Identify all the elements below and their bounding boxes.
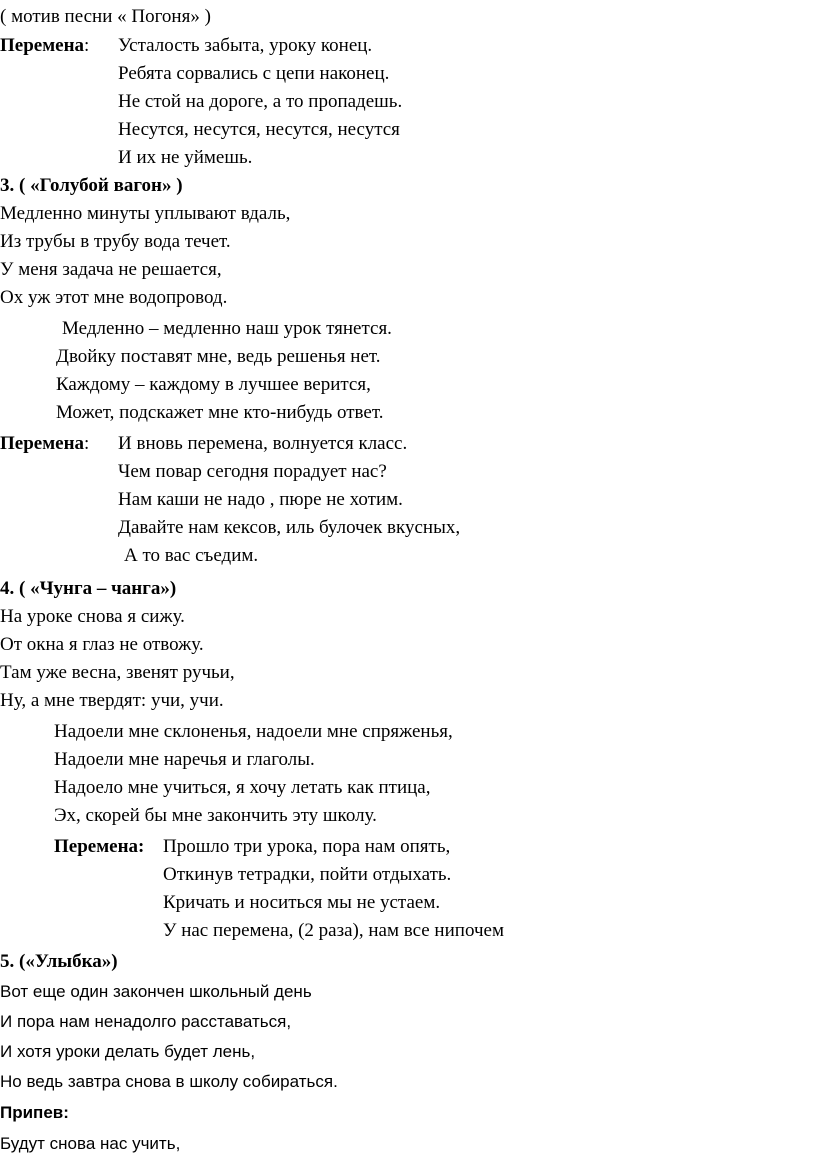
lyric-line: Ох уж этот мне водопровод. (0, 287, 228, 308)
lyric-line: У меня задача не решается, (0, 259, 222, 280)
lyric-line: Не стой на дороге, а то пропадешь. (118, 91, 403, 112)
lyric-line: Откинув тетрадки, пойти отдыхать. (163, 864, 452, 885)
lyric-line: Вот еще один закончен школьный день (0, 982, 312, 1001)
break-line (0, 35, 89, 57)
lyric-line: На уроке снова я сижу. (0, 606, 185, 627)
lyric-line: Нам каши не надо , пюре не хотим. (118, 489, 403, 510)
break-colon: : (84, 35, 90, 56)
lyric-line: От окна я глаз не отвожу. (0, 634, 204, 655)
break-label: Перемена: (54, 836, 145, 857)
lyric-line: Медленно минуты уплывают вдаль, (0, 203, 291, 224)
lyric-line: Давайте нам кексов, иль булочек вкусных, (118, 517, 461, 538)
lyric-line: У нас перемена, (2 раза), нам все нипочем (163, 920, 504, 941)
lyric-line: Несутся, несутся, несутся, несутся (118, 119, 400, 140)
lyric-line: Медленно – медленно наш урок тянется. (62, 318, 392, 339)
lyric-line: Ребята сорвались с цепи наконец. (118, 63, 390, 84)
lyric-line: И вновь перемена, волнуется класс. (118, 433, 408, 454)
section-heading: 5. («Улыбка») (0, 951, 118, 972)
lyric-line: Там уже весна, звенят ручьи, (0, 662, 235, 683)
section-heading: 3. ( «Голубой вагон» ) (0, 175, 183, 196)
lyric-line: Надоело мне учиться, я хочу летать как птица, (54, 777, 431, 798)
lyric-line: А то вас съедим. (124, 545, 259, 566)
lyric-line: Ну, а мне твердят: учи, учи. (0, 690, 224, 711)
lyric-line: Из трубы в трубу вода течет. (0, 231, 231, 252)
lyric-line: Надоели мне наречья и глаголы. (54, 749, 315, 770)
break-label: Перемена (0, 35, 85, 56)
lyric-line: Двойку поставят мне, ведь решенья нет. (56, 346, 381, 367)
lyric-line: И пора нам ненадолго расставаться, (0, 1012, 292, 1031)
lyric-line: И их не уймешь. (118, 147, 253, 168)
lyric-line: Эх, скорей бы мне закончить эту школу. (54, 805, 377, 826)
lyric-line: Чем повар сегодня порадует нас? (118, 461, 387, 482)
lyric-line: Но ведь завтра снова в школу собираться. (0, 1072, 338, 1091)
lyric-line: Усталость забыта, уроку конец. (118, 35, 373, 56)
lyric-line: И хотя уроки делать будет лень, (0, 1042, 256, 1061)
section-heading: 4. ( «Чунга – чанга») (0, 578, 177, 599)
lyric-line: Может, подскажет мне кто-нибудь ответ. (56, 402, 384, 423)
refrain-label: Припев: (0, 1103, 69, 1122)
break-line (0, 433, 89, 455)
lyric-line: Будут снова нас учить, (0, 1134, 181, 1153)
lyric-line: Кричать и носиться мы не устаем. (163, 892, 441, 913)
break-label: Перемена (0, 433, 85, 454)
lyric-line: Каждому – каждому в лучшее верится, (56, 374, 371, 395)
lyric-line: Надоели мне склоненья, надоели мне спряженья, (54, 721, 453, 742)
lyric-line: Прошло три урока, пора нам опять, (163, 836, 451, 857)
motive-line: ( мотив песни « Погоня» ) (0, 6, 211, 27)
break-colon: : (84, 433, 90, 454)
